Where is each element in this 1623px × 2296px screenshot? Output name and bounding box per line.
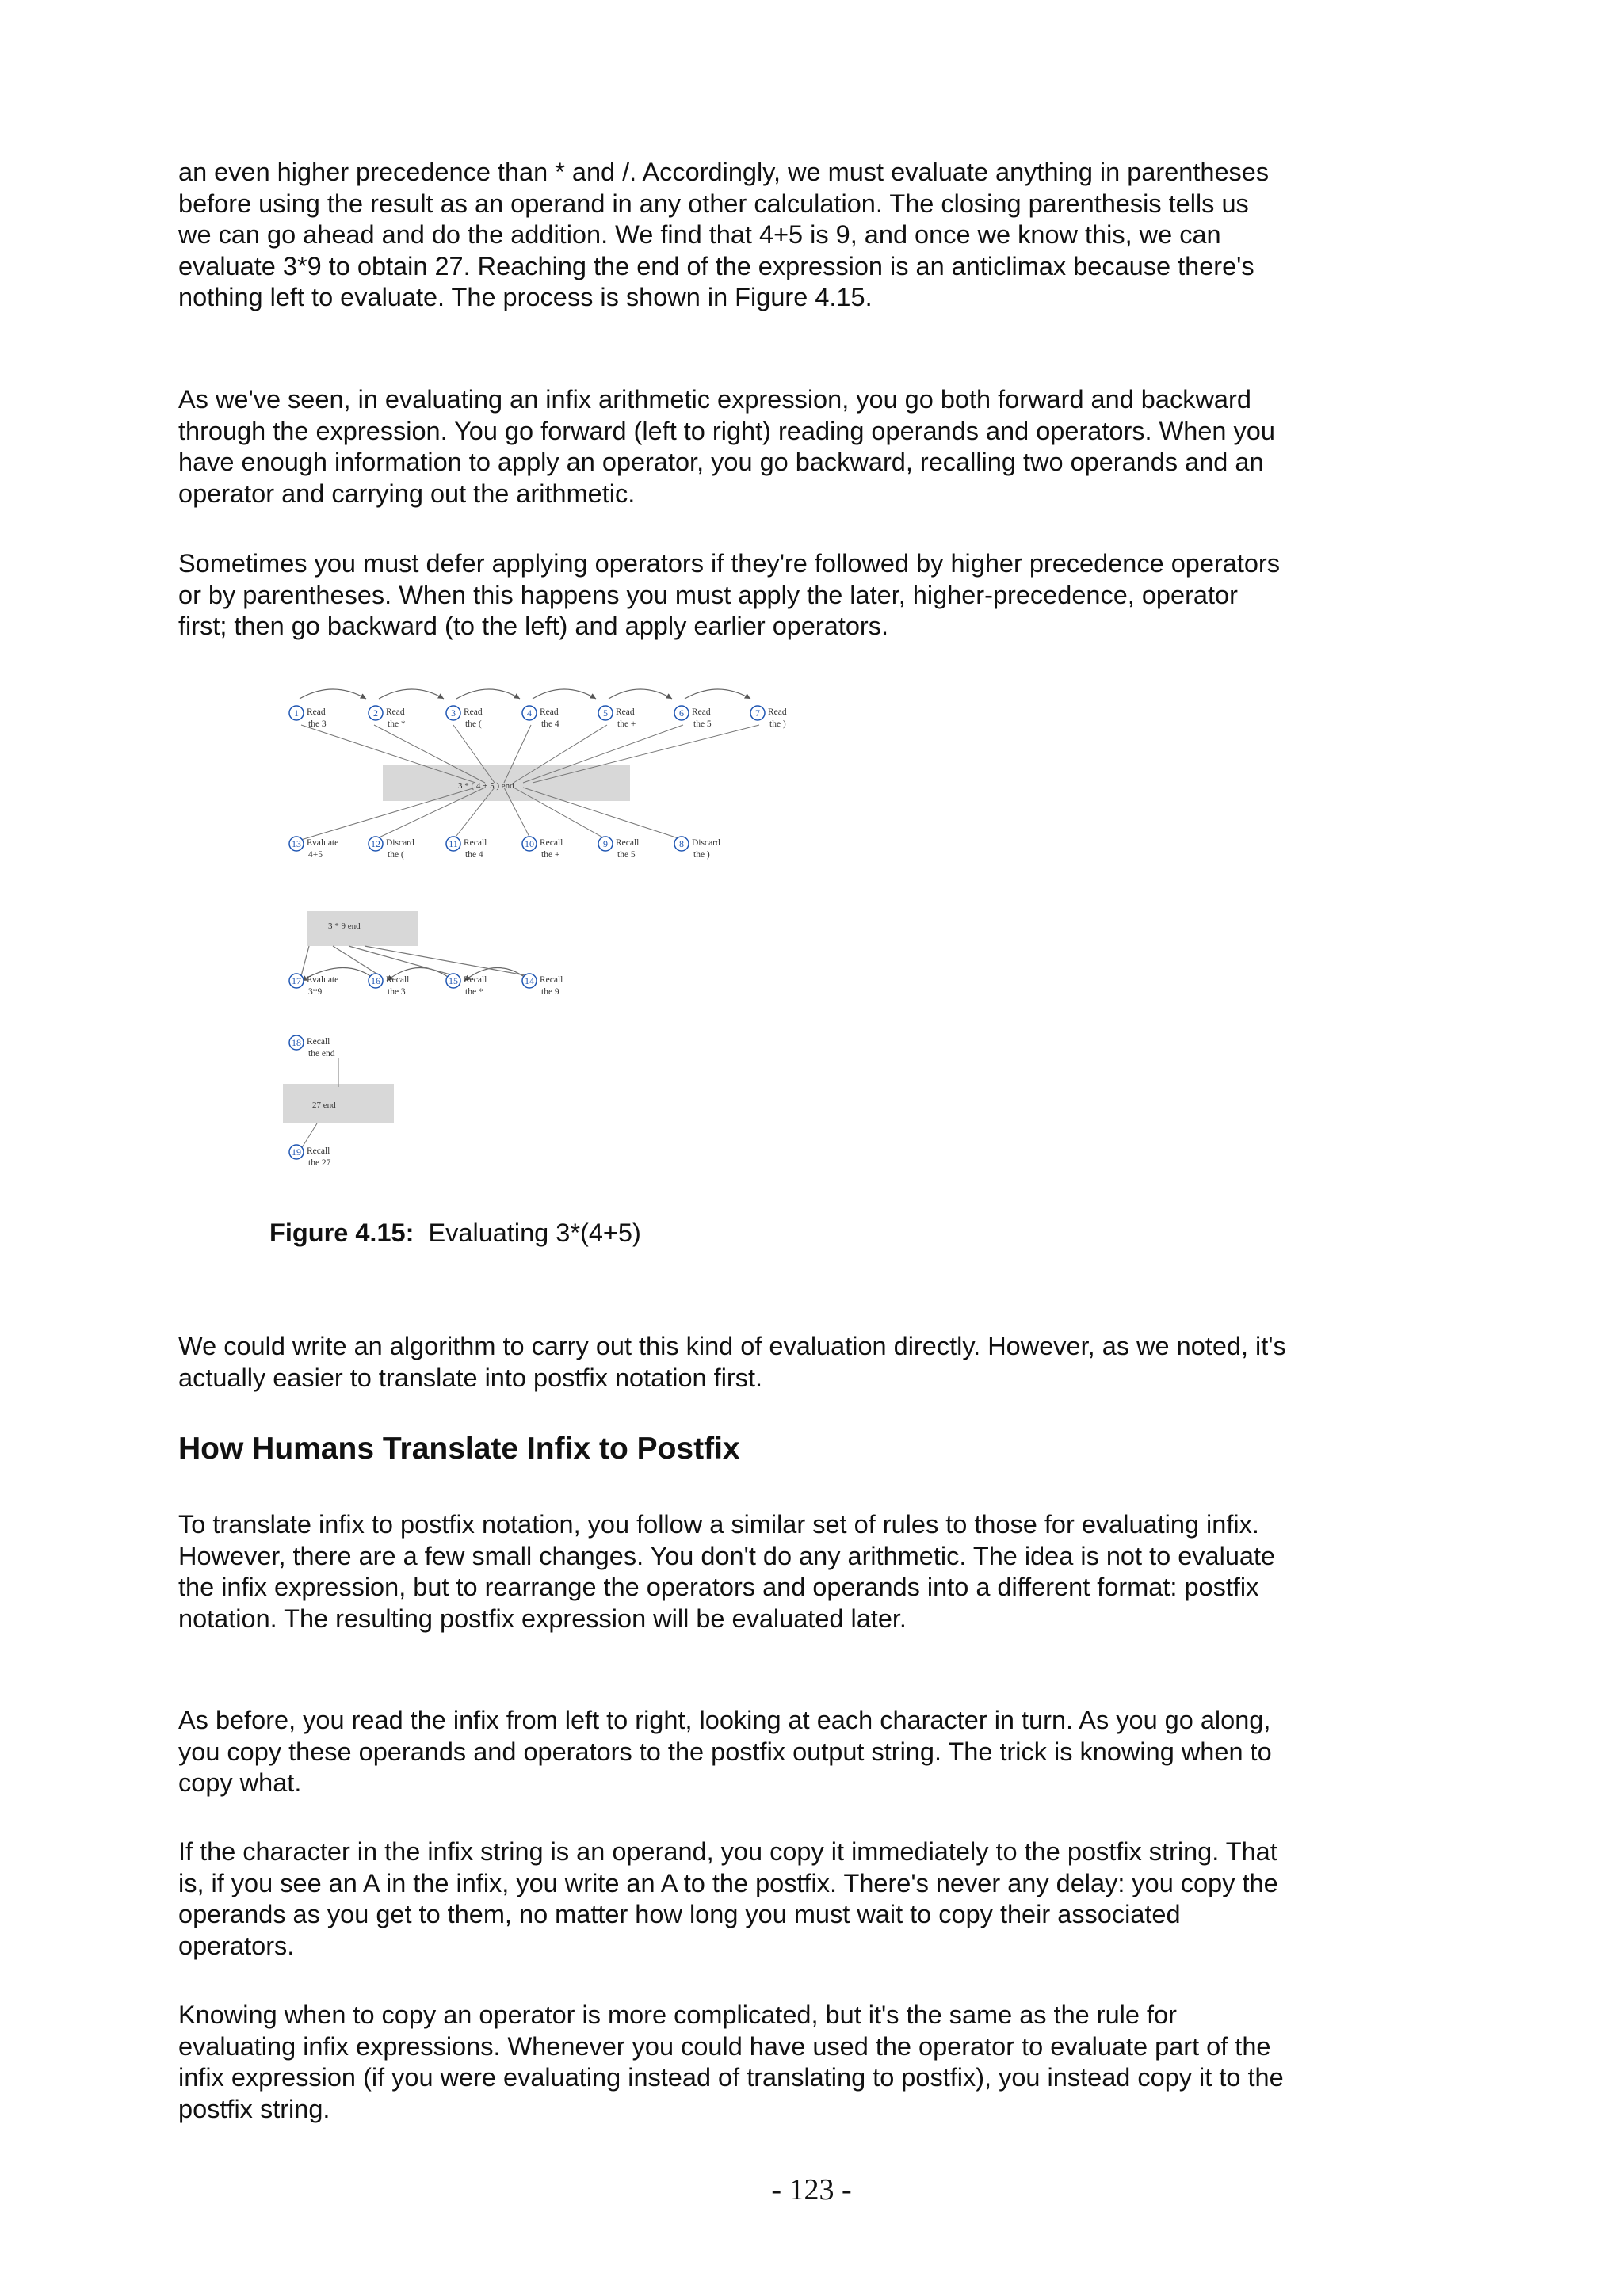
step-label-18: Recall — [307, 1037, 330, 1047]
step-sublabel-6: the 5 — [693, 719, 712, 729]
step-number-1: 1 — [294, 707, 299, 719]
step-label-15: Recall — [464, 975, 487, 985]
step-label-3: Read — [464, 707, 483, 717]
expression-box-3-text: 27 end — [312, 1100, 336, 1110]
paragraph-translate-rules: To translate infix to postfix notation, you follow a similar set of rules to those for evaluating infix. However, there are a few small changes. You don't do any arithmetic. The idea is not to evaluate the infix expression, but to rearrange the operators and operands into a different format: postfix notation. The resulting postfix expression will be evaluated later. — [178, 1510, 1276, 1633]
step-sublabel-11: the 4 — [465, 850, 483, 860]
step-sublabel-3: the ( — [465, 719, 482, 729]
figure-caption-text: Evaluating 3*(4+5) — [428, 1219, 641, 1247]
step-number-13: 13 — [292, 838, 301, 849]
step-sublabel-9: the 5 — [617, 850, 636, 860]
step-sublabel-17: 3*9 — [308, 987, 323, 997]
paragraph-algorithm: We could write an algorithm to carry out this kind of evaluation directly. However, as we noted, it's actually easier to translate into postfix notation first. — [178, 1332, 1286, 1392]
expression-box-1-text: 3 * ( 4 + 5 ) end — [458, 781, 514, 791]
step-sublabel-7: the ) — [769, 719, 786, 729]
step-number-6: 6 — [679, 707, 684, 719]
expression-box-2 — [307, 911, 418, 946]
paragraph-read-left-right: As before, you read the infix from left to right, looking at each character in turn. As you go along, you copy these operands and operators to the postfix output string. The trick is knowing when to copy what. — [178, 1706, 1272, 1797]
step-label-4: Read — [540, 707, 559, 717]
paragraph-precedence: an even higher precedence than * and /. Accordingly, we must evaluate anything in parentheses before using the result as an operand in any other calculation. The closing parenthesis tells us we can go ahead and do the addition. We find that 4+5 is 9, and once we know this, we can evaluate 3*9 to obtain 27. Reaching the end of the expression is an anticlimax because there's nothing left to evaluate. The process is shown in Figure 4.15. — [178, 158, 1270, 311]
step-label-13: Evaluate — [307, 838, 339, 848]
step-node-2 — [369, 706, 406, 729]
step-node-13 — [289, 837, 338, 860]
figure-caption — [269, 1217, 641, 1249]
step-label-12: Discard — [386, 838, 414, 848]
step-sublabel-1: the 3 — [308, 719, 327, 729]
figure-caption-label: Figure 4.15: — [269, 1219, 414, 1247]
step-node-11 — [446, 837, 487, 860]
step-sublabel-4: the 4 — [541, 719, 559, 729]
step-number-19: 19 — [292, 1146, 301, 1158]
step-sublabel-5: the + — [617, 719, 636, 729]
step-number-5: 5 — [603, 707, 608, 719]
expression-box-3 — [283, 1084, 394, 1123]
step-number-9: 9 — [603, 838, 608, 849]
step-label-2: Read — [386, 707, 405, 717]
step-number-4: 4 — [527, 707, 532, 719]
step-node-14 — [522, 974, 563, 997]
step-label-10: Recall — [540, 838, 563, 848]
step-sublabel-15: the * — [465, 987, 483, 997]
step-number-14: 14 — [525, 975, 534, 986]
step-node-15 — [446, 974, 487, 997]
step-node-9 — [598, 837, 639, 860]
page-number: - 123 - — [771, 2173, 852, 2206]
step-node-12 — [369, 837, 414, 860]
step-sublabel-14: the 9 — [541, 987, 559, 997]
step-sublabel-10: the + — [541, 850, 560, 860]
step-label-9: Recall — [616, 838, 640, 848]
step-number-12: 12 — [371, 838, 380, 849]
step-number-17: 17 — [292, 975, 301, 986]
step-number-7: 7 — [755, 707, 760, 719]
step-label-5: Read — [616, 707, 635, 717]
step-number-8: 8 — [679, 838, 684, 849]
step-node-5 — [598, 706, 636, 729]
paragraph-forward-backward: As we've seen, in evaluating an infix arithmetic expression, you go both forward and backward through the expression. You go forward (left to right) reading operands and operators. When you have enough information to apply an operator, you go backward, recalling two operands and an operator and carrying out the arithmetic. — [178, 385, 1275, 508]
section-heading: How Humans Translate Infix to Postfix — [178, 1432, 740, 1466]
step-node-16 — [369, 974, 409, 997]
evaluation-diagram-svg — [277, 681, 832, 1180]
read-arcs — [300, 689, 750, 699]
step-sublabel-13: 4+5 — [308, 850, 323, 860]
step-label-1: Read — [307, 707, 326, 717]
step-label-8: Discard — [692, 838, 720, 848]
step-sublabel-2: the * — [388, 719, 406, 729]
step-number-16: 16 — [371, 975, 380, 986]
step-node-4 — [522, 706, 559, 729]
figure-evaluation-diagram — [277, 681, 832, 1180]
step-label-16: Recall — [386, 975, 410, 985]
step-node-19 — [289, 1145, 331, 1168]
step-node-1 — [289, 706, 327, 729]
paragraph-defer-operators: Sometimes you must defer applying operators if they're followed by higher precedence operators or by parentheses. When this happens you must apply the later, higher-precedence, operator first; then go backward (to the left) and apply earlier operators. — [178, 549, 1281, 640]
step-node-6 — [674, 706, 712, 729]
step-label-17: Evaluate — [307, 975, 339, 985]
step-number-10: 10 — [525, 838, 534, 849]
step-label-19: Recall — [307, 1146, 330, 1156]
step-number-11: 11 — [449, 838, 458, 849]
paragraph-operand-copy: If the character in the infix string is an operand, you copy it immediately to the postfix string. That is, if you see an A in the infix, you write an A to the postfix. There's never any delay: you copy the operands as you get to them, no matter how long you must wait to copy their associated operators. — [178, 1837, 1278, 1960]
step-sublabel-12: the ( — [388, 850, 404, 860]
step-label-6: Read — [692, 707, 711, 717]
step-sublabel-18: the end — [308, 1049, 335, 1058]
step-number-3: 3 — [451, 707, 456, 719]
expression-box-2-text: 3 * 9 end — [328, 921, 361, 931]
step-label-14: Recall — [540, 975, 563, 985]
step-label-11: Recall — [464, 838, 487, 848]
step-sublabel-19: the 27 — [308, 1158, 331, 1168]
step-number-18: 18 — [292, 1037, 301, 1048]
step-node-10 — [522, 837, 563, 860]
step-number-2: 2 — [373, 707, 378, 719]
step-label-7: Read — [768, 707, 787, 717]
step-node-17 — [289, 974, 338, 997]
step-node-18 — [289, 1035, 335, 1058]
step-node-8 — [674, 837, 720, 860]
paragraph-operator-copy: Knowing when to copy an operator is more complicated, but it's the same as the rule for evaluating infix expressions. Whenever you could have used the operator to evaluate part of the infix expression (if you were evaluating instead of translating to postfix), you instead copy it to the postfix string. — [178, 2000, 1284, 2123]
step-number-15: 15 — [449, 975, 458, 986]
step-sublabel-8: the ) — [693, 850, 710, 860]
step-node-3 — [446, 706, 483, 729]
step-sublabel-16: the 3 — [388, 987, 406, 997]
